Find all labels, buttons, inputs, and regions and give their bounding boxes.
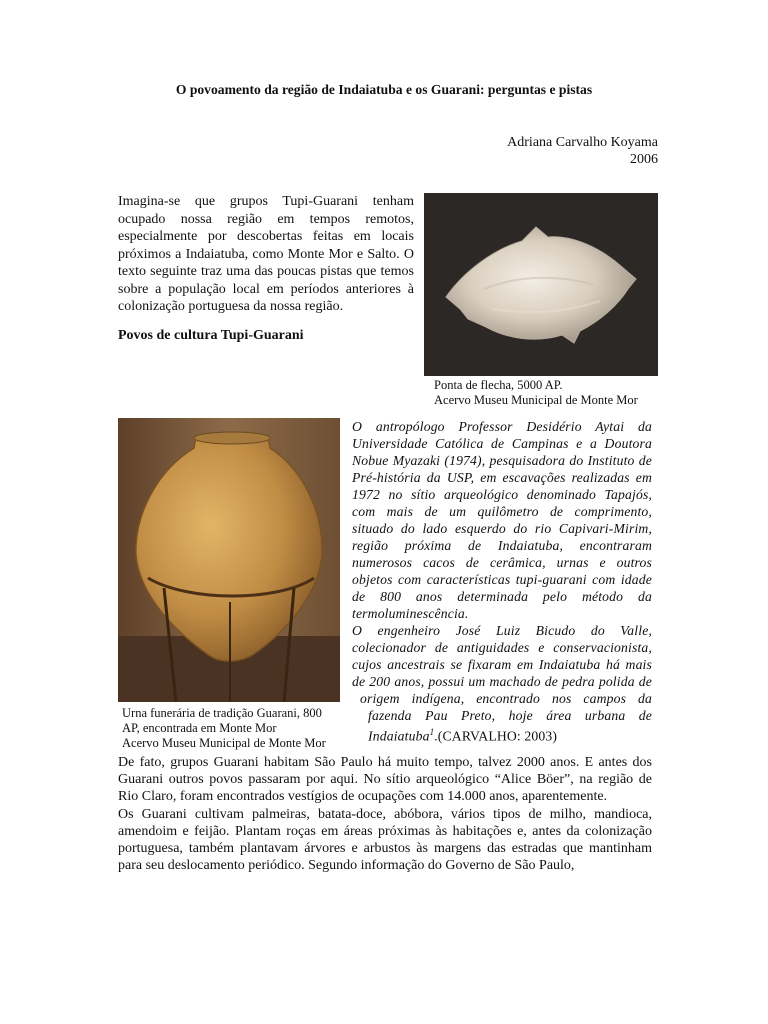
quote-line: região próxima de Indaiatuba, encontraram	[352, 538, 652, 553]
caption-line: Acervo Museu Municipal de Monte Mor	[122, 736, 326, 750]
intro-paragraph	[118, 193, 414, 316]
intro-line: texto seguinte traz uma das poucas pistas que temos	[118, 264, 414, 279]
quote-line: de 200 anos, possui um machado de pedra polida de	[352, 674, 652, 689]
body-line: para seu deslocamento periódico. Segundo informação do Governo de São Paulo,	[118, 858, 575, 874]
quote-line: Universidade Católica de Campinas e a Doutora	[352, 436, 652, 451]
caption-line: AP, encontrada em Monte Mor	[122, 721, 277, 735]
section-heading: Povos de cultura Tupi-Guarani	[118, 328, 304, 343]
quote-line: cujos ancestrais se fixaram em Indaiatuba há mais	[352, 657, 652, 672]
body-line: portuguesa, também plantavam árvores e arbustos às margens das estradas que mantinham	[118, 841, 652, 857]
quote-line: com mais de um quilômetro de comprimento,	[352, 504, 652, 519]
quote-line: Nobue Myazaki (1974), pesquisadora do Instituto de	[352, 453, 652, 468]
caption-line: Acervo Museu Municipal de Monte Mor	[434, 393, 638, 407]
quote-line: de 800 anos determinada pelo método da	[352, 589, 652, 604]
body-line: De fato, grupos Guarani habitam São Paulo há muito tempo, talvez 2000 anos. E antes dos	[118, 755, 652, 770]
quote-line: O antropólogo Professor Desidério Aytai da	[352, 419, 652, 434]
body-line: Guarani outros povos passaram por aqui. No sítio arqueológico “Alice Böer”, na região de	[118, 772, 652, 788]
quote-block	[352, 418, 652, 745]
body-line: Os Guarani cultivam palmeiras, batata-doce, abóbora, vários tipos de milho, mandioca,	[118, 806, 652, 822]
quote-line: numerosos cacos de cerâmica, urnas e outros	[352, 555, 652, 570]
intro-line: próximos a Indaiatuba, como Monte Mor e Salto. O	[118, 246, 414, 262]
caption-line: Urna funerária de tradição Guarani, 800	[122, 706, 322, 720]
quote-line: O engenheiro José Luiz Bicudo do Valle,	[352, 623, 652, 638]
quote-line: termoluminescência.	[352, 606, 469, 621]
quote-final-italic: Indaiatuba	[368, 728, 430, 744]
arrowhead-caption	[434, 378, 638, 408]
quote-line: objetos com características tupi-guarani com idade	[352, 572, 652, 587]
quote-line: situado do lado esquerdo do rio Capivari-Mirim,	[352, 521, 652, 536]
urn-caption	[122, 706, 326, 751]
quote-line: origem indígena, encontrado nos campos da	[360, 691, 652, 706]
intro-line: Imagina-se que grupos Tupi-Guarani tenham	[118, 194, 414, 209]
intro-line: colonização portuguesa da nossa região.	[118, 299, 344, 314]
body-line: Rio Claro, foram encontrados vestígios de ocupações com 14.000 anos, aparentemente.	[118, 789, 608, 805]
publication-year: 2006	[630, 152, 658, 167]
funerary-urn-photo	[118, 418, 340, 702]
author-block	[507, 134, 658, 168]
arrowhead-photo	[424, 193, 658, 376]
quote-final-line	[368, 724, 652, 745]
footnote-mark[interactable]: 1	[429, 727, 435, 737]
quote-line: Pré-história da USP, em escavações realizadas em	[352, 470, 652, 485]
quote-line: fazenda Pau Preto, hoje área urbana de	[368, 708, 652, 723]
quote-line: 1972 no sítio arqueológico denominado Tapajós,	[352, 487, 652, 502]
arrowhead-illustration	[424, 193, 658, 376]
body-paragraph	[118, 754, 652, 874]
quote-line: colecionador de antiguidades e conservacionista,	[352, 640, 652, 655]
intro-line: sobre a população local em períodos anteriores à	[118, 281, 414, 297]
urn-illustration	[118, 418, 340, 702]
citation: .(CARVALHO: 2003)	[434, 728, 558, 744]
document-title: O povoamento da região de Indaiatuba e os Guarani: perguntas e pistas	[175, 82, 593, 97]
caption-line: Ponta de flecha, 5000 AP.	[434, 378, 563, 392]
body-line: amendoim e feijão. Plantam roças em áreas próximas às habitações e, antes da colonização	[118, 823, 652, 839]
intro-line: ocupado nossa região em tempos remotos,	[118, 211, 414, 227]
author-name: Adriana Carvalho Koyama	[507, 135, 658, 150]
intro-line: especialmente por descobertas feitas em locais	[118, 229, 414, 244]
